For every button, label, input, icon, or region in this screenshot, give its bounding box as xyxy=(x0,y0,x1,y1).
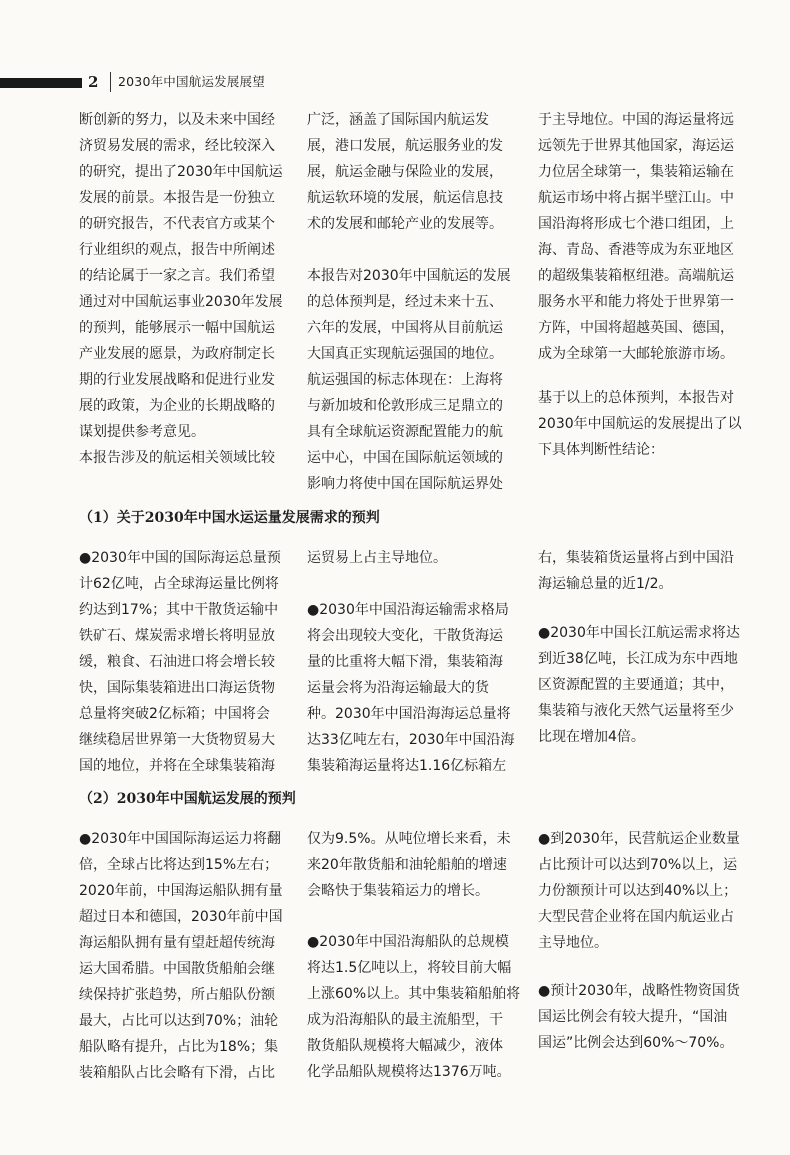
text-line: ●2030年中国沿海船队的总规模 xyxy=(307,934,509,950)
text-line: 术的发展和邮轮产业的发展等。 xyxy=(307,216,503,232)
text-line: 成为全球第一大邮轮旅游市场。 xyxy=(538,346,734,362)
text-line: 将达1.5亿吨以上，将较目前大幅 xyxy=(307,960,512,976)
text-line: 超过日本和德国，2030年前中国 xyxy=(79,909,283,925)
text-line: 行业组织的观点，报告中所阐述 xyxy=(79,242,275,258)
text-line: 航运市场中将占据半壁江山。中 xyxy=(538,190,734,206)
text-line: 航运强国的标志体现在：上海将 xyxy=(307,372,503,388)
text-line: 右，集装箱货运量将占到中国沿 xyxy=(538,550,734,566)
text-line: ●2030年中国国际海运运力将翻 xyxy=(79,831,281,847)
text-line: 展的政策，为企业的长期战略的 xyxy=(79,398,275,414)
text-line: 通过对中国航运事业2030年发展 xyxy=(79,294,283,310)
text-line: ●预计2030年，战略性物资国货 xyxy=(538,983,740,999)
text-line: 将会出现较大变化，干散货海运 xyxy=(307,628,503,644)
section2-col1-para1 xyxy=(79,826,301,1086)
text-line: 仅为9.5%。从吨位增长来看，未 xyxy=(307,831,511,847)
text-line: ●到2030年，民营航运企业数量 xyxy=(538,831,740,847)
text-line: 济贸易发展的需求，经比较深入 xyxy=(79,138,275,154)
section2-col3-para1 xyxy=(538,826,764,956)
section2-heading: （2）2030年中国航运发展的预判 xyxy=(79,791,296,807)
text-line: 航运软环境的发展，航运信息技 xyxy=(307,190,503,206)
section1-col2-para2 xyxy=(307,597,529,779)
intro-col2-para2 xyxy=(307,263,529,497)
text-line: 占比预计可以达到70%以上，运 xyxy=(538,857,738,873)
text-line: 的研究报告，不代表官方或某个 xyxy=(79,216,275,232)
text-line: 远领先于世界其他国家，海运运 xyxy=(538,138,734,154)
text-line: 国的地位，并将在全球集装箱海 xyxy=(79,758,275,774)
text-line: 国运”比例会达到60%～70%。 xyxy=(538,1035,734,1051)
text-line: 力份额预计可以达到40%以上； xyxy=(538,883,738,899)
text-line: 下具体判断性结论： xyxy=(538,442,664,458)
text-line: 方阵，中国将超越英国、德国， xyxy=(538,320,734,336)
text-line: 上涨60%以上。其中集装箱船舶将 xyxy=(307,986,521,1002)
text-line: 影响力将使中国在国际航运界处 xyxy=(307,476,503,492)
text-line: 广泛，涵盖了国际国内航运发 xyxy=(307,112,489,128)
text-line: 装箱船队占比会略有下滑，占比 xyxy=(79,1065,275,1081)
text-line: 散货船队规模将大幅减少，液体 xyxy=(307,1038,503,1054)
text-line: 与新加坡和伦敦形成三足鼎立的 xyxy=(307,398,503,414)
running-title: 2030年中国航运发展展望 xyxy=(118,74,265,89)
header-divider xyxy=(110,72,111,92)
text-line: 的结论属于一家之言。我们希望 xyxy=(79,268,275,284)
text-line: 集装箱与液化天然气运量将至少 xyxy=(538,703,734,719)
section2-col2-para1 xyxy=(307,826,529,904)
text-line: 达33亿吨左右，2030年中国沿海 xyxy=(307,732,515,748)
intro-col1-para1 xyxy=(79,107,301,445)
text-line: 运量会将为沿海运输最大的货 xyxy=(307,680,489,696)
text-line: ●2030年中国的国际海运总量预 xyxy=(79,550,281,566)
text-line: 快，国际集装箱进出口海运货物 xyxy=(79,680,275,696)
text-line: 运中心，中国在国际航运领域的 xyxy=(307,450,503,466)
header-bar xyxy=(0,78,82,88)
intro-col1-para2 xyxy=(79,445,301,471)
text-line: 总量将突破2亿标箱；中国将会 xyxy=(79,706,270,722)
text-line: 运大国希腊。中国散货船舶会继 xyxy=(79,961,275,977)
text-line: 展，港口发展，航运服务业的发 xyxy=(307,138,503,154)
text-line: 成为沿海船队的最主流船型，干 xyxy=(307,1012,503,1028)
text-line: 运贸易上占主导地位。 xyxy=(307,550,447,566)
text-line: ●2030年中国沿海运输需求格局 xyxy=(307,602,509,618)
text-line: 来20年散货船和油轮船舶的增速 xyxy=(307,857,507,873)
intro-col2-para1 xyxy=(307,107,529,237)
text-line: 铁矿石、煤炭需求增长将明显放 xyxy=(79,628,275,644)
section1-heading: （1）关于2030年中国水运运量发展需求的预判 xyxy=(79,510,380,526)
text-line: 计62亿吨，占全球海运量比例将 xyxy=(79,576,279,592)
text-line: 服务水平和能力将处于世界第一 xyxy=(538,294,734,310)
section1-col2-para1 xyxy=(307,545,529,571)
text-line: 续保持扩张趋势，所占船队份额 xyxy=(79,987,275,1003)
section1-col3-para2 xyxy=(538,620,764,750)
text-line: 2020年前，中国海运船队拥有量 xyxy=(79,883,283,899)
text-line: 缓，粮食、石油进口将会增长较 xyxy=(79,654,275,670)
section2-col3-para2 xyxy=(538,978,764,1056)
text-line: 国沿海将形成七个港口组团，上 xyxy=(538,216,734,232)
text-line: 展，航运金融与保险业的发展， xyxy=(307,164,503,180)
text-line: 发展的前景。本报告是一份独立 xyxy=(79,190,275,206)
text-line: 比现在增加4倍。 xyxy=(538,729,645,745)
text-line: 海运船队拥有量有望赶超传统海 xyxy=(79,935,275,951)
text-line: 会略快于集装箱运力的增长。 xyxy=(307,883,489,899)
text-line: 约达到17%；其中干散货运输中 xyxy=(79,602,279,618)
text-line: 集装箱海运量将达1.16亿标箱左 xyxy=(307,758,507,774)
text-line: 到近38亿吨，长江成为东中西地 xyxy=(538,651,738,667)
text-line: 海、青岛、香港等成为东亚地区 xyxy=(538,242,734,258)
text-line: 的总体预判是，经过未来十五、 xyxy=(307,294,503,310)
text-line: 种。2030年中国沿海海运总量将 xyxy=(307,706,511,722)
text-line: 本报告对2030年中国航运的发展 xyxy=(307,268,511,284)
text-line: 倍，全球占比将达到15%左右； xyxy=(79,857,279,873)
text-line: 海运输总量的近1/2。 xyxy=(538,576,673,592)
intro-col3-para1 xyxy=(538,107,764,367)
text-line: 谋划提供参考意见。 xyxy=(79,424,205,440)
section2-col2-para2 xyxy=(307,929,529,1085)
text-line: 的研究，提出了2030年中国航运 xyxy=(79,164,283,180)
page-number: 2 xyxy=(88,73,99,91)
text-line: 的预判，能够展示一幅中国航运 xyxy=(79,320,275,336)
text-line: 力位居全球第一，集装箱运输在 xyxy=(538,164,734,180)
intro-col3-para2 xyxy=(538,385,764,463)
text-line: 大国真正实现航运强国的地位。 xyxy=(307,346,503,362)
text-line: 大型民营企业将在国内航运业占 xyxy=(538,909,734,925)
text-line: 断创新的努力，以及未来中国经 xyxy=(79,112,275,128)
section1-col3-para1 xyxy=(538,545,764,597)
text-line: 产业发展的愿景，为政府制定长 xyxy=(79,346,275,362)
text-line: 2030年中国航运的发展提出了以 xyxy=(538,416,742,432)
text-line: 船队略有提升，占比为18%；集 xyxy=(79,1039,279,1055)
text-line: 于主导地位。中国的海运量将远 xyxy=(538,112,734,128)
text-line: 的超级集装箱枢纽港。高端航运 xyxy=(538,268,734,284)
text-line: 六年的发展，中国将从目前航运 xyxy=(307,320,503,336)
text-line: 具有全球航运资源配置能力的航 xyxy=(307,424,503,440)
text-line: 本报告涉及的航运相关领域比较 xyxy=(79,450,275,466)
text-line: 期的行业发展战略和促进行业发 xyxy=(79,372,275,388)
text-line: 最大，占比可以达到70%；油轮 xyxy=(79,1013,279,1029)
text-line: 国运比例会有较大提升，“国油 xyxy=(538,1009,728,1025)
text-line: 化学品船队规模将达1376万吨。 xyxy=(307,1064,511,1080)
text-line: ●2030年中国长江航运需求将达 xyxy=(538,625,740,641)
section1-col1-para1 xyxy=(79,545,301,779)
text-line: 主导地位。 xyxy=(538,935,608,951)
text-line: 区资源配置的主要通道；其中， xyxy=(538,677,734,693)
text-line: 量的比重将大幅下滑，集装箱海 xyxy=(307,654,503,670)
text-line: 继续稳居世界第一大货物贸易大 xyxy=(79,732,275,748)
text-line: 基于以上的总体预判，本报告对 xyxy=(538,390,734,406)
